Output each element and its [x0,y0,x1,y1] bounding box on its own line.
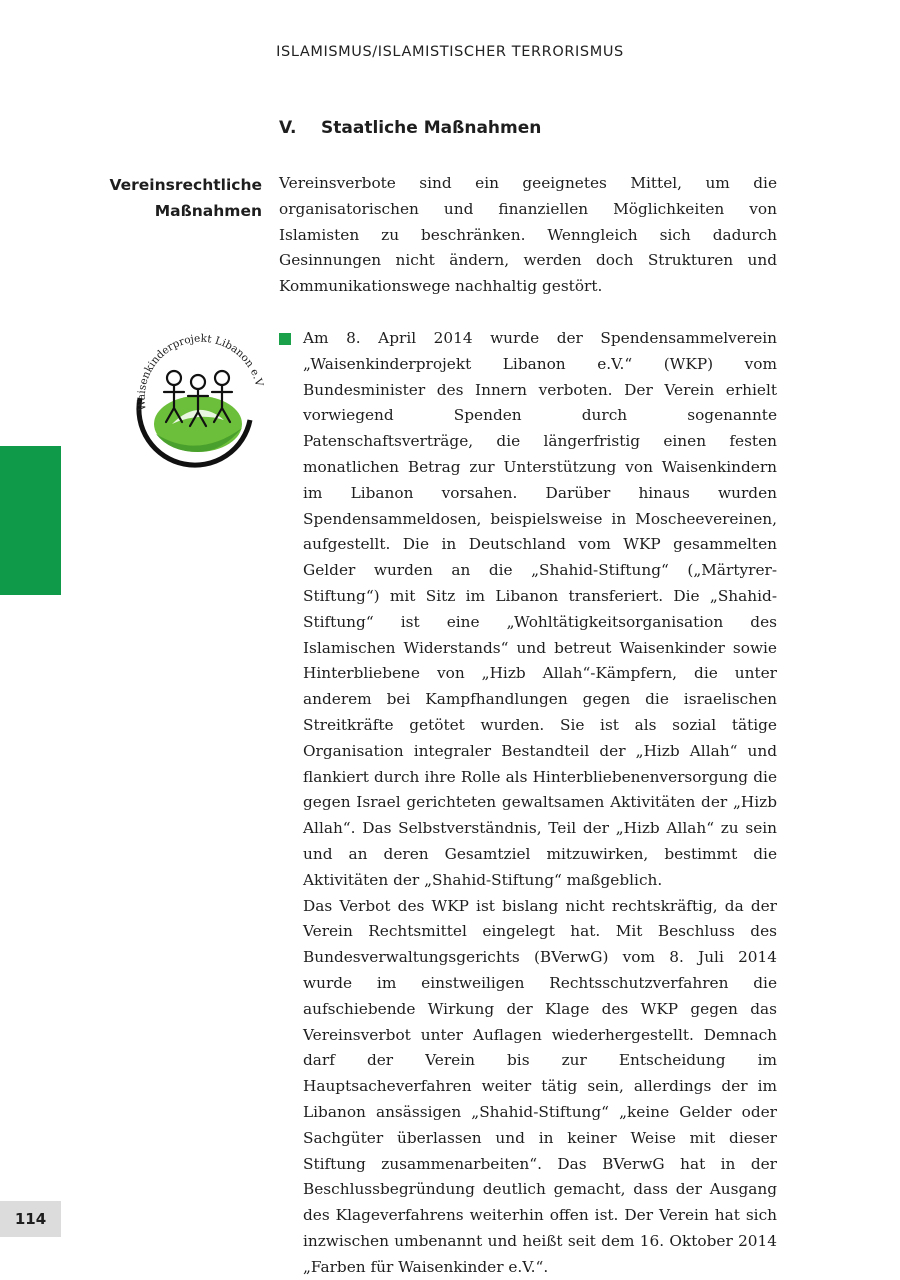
margin-heading-line-1: Vereinsrechtliche [109,176,262,194]
section-heading [279,118,541,138]
bullet-square-icon [279,333,291,345]
section-title: Staatliche Maßnahmen [321,118,542,138]
page-number: 114 [0,1201,61,1237]
margin-heading-line-2: Maßnahmen [154,202,262,220]
section-number: V. [279,118,297,138]
bullet-paragraph-2: Das Verbot des WKP ist bislang nicht rechtskräftig, da der Verein Rechtsmittel eingelegt hat. Mit Beschluss des Bundesverwaltungsgerichts (BVerwG) vom 8. Juli 2014 wurde im einstweiligen Rechtsschutzverfahren die aufschiebende Wirkung der Klage des WKP gegen das Vereinsverbot unter Auflagen wiederhergestellt. Demnach darf der Verein bis zur Entscheidung im Hauptsacheverfahren weiter tätig sein, allerdings der im Libanon ansässigen „Shahid-Stiftung“ „keine Gelder oder Sachgüter überlassen und in keiner Weise mit dieser Stiftung zusammenarbeiten“. Das BVerwG hat in der Beschlussbegründung deutlich gemacht, dass der Ausgang des Klageverfahrens weiterhin offen ist. Der Verein hat sich inzwischen umbenannt und heißt seit dem 16. Oktober 2014 „Farben für Waisenkinder e.V.“. [303,896,777,1276]
intro-paragraph: Vereinsverbote sind ein geeignetes Mittel, um die organisatorischen und finanziellen Möglichkeiten von Islamisten zu beschränken. Wenngleich sich dadurch Gesinnungen nicht ändern, werden doch Strukturen und Kommunikationswege nachhaltig gestört. [279,174,777,296]
bullet-item [279,326,777,1280]
logo-text: Waisenkinderprojekt Libanon e.V [135,332,265,412]
bullet-paragraph-1: Am 8. April 2014 wurde der Spendensammelverein „Waisenkinderprojekt Libanon e.V.“ (WKP) vom Bundesminister des Innern verboten. Der Verein erhielt vorwiegend Spenden durch sogenannte Patenschaftsverträge, die längerfristig einen festen monatlichen Betrag zur Unterstützung von Waisenkindern im Libanon vorsahen. Darüber hinaus wurden Spendensammeldosen, beispielsweise in Moscheevereinen, aufgestellt. Die in Deutschland vom WKP gesammelten Gelder wurden an die „Shahid-Stiftung“ („Märtyrer-Stiftung“) mit Sitz im Libanon transferiert. Die „Shahid-Stiftung“ ist eine „Wohltätigkeitsorganisation des Islamischen Widerstands“ und betreut Waisenkinder sowie Hinterbliebene von „Hizb Allah“-Kämpfern, die unter anderem bei Kampfhandlungen gegen die israelischen Streitkräfte getötet wurden. Sie ist als sozial tätige Organisation integraler Bestandteil der „Hizb Allah“ und flankiert durch ihre Rolle als Hinterbliebenenversorgung die gegen Israel gerichteten gewaltsamen Aktivitäten der „Hizb Allah“. Das Selbstverständnis, Teil der „Hizb Allah“ zu sein und an deren Gesamtziel mitzuwirken, bestimmt die Aktivitäten der „Shahid-Stiftung“ maßgeblich. [303,329,777,889]
waisenkinderprojekt-logo [126,328,266,468]
chapter-color-tab [0,446,61,595]
margin-heading [90,172,262,224]
running-header: ISLAMISMUS/ISLAMISTISCHER TERRORISMUS [276,44,624,60]
